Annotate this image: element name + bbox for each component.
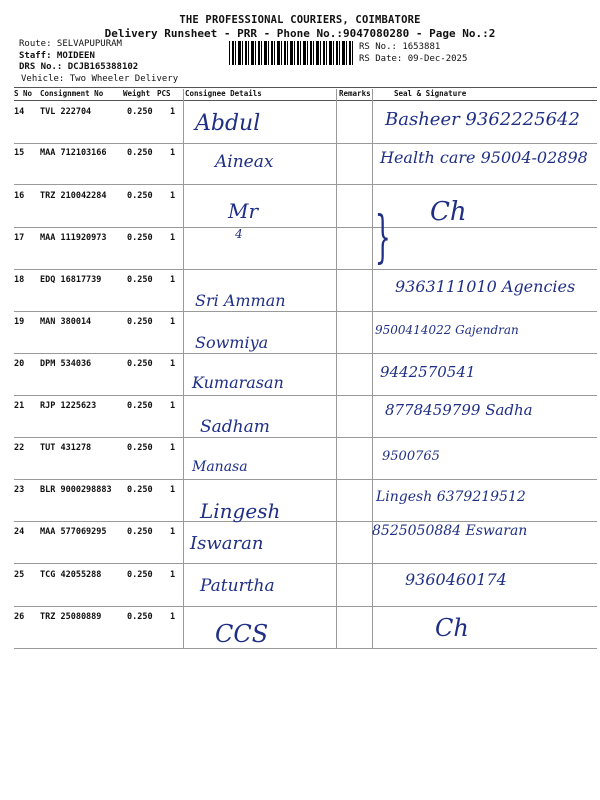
row-pcs: 1: [170, 527, 176, 537]
row-sno: 23: [14, 485, 25, 495]
row-consignment-no: RJP 1225623: [40, 401, 97, 411]
runsheet-subtitle: Delivery Runsheet - PRR - Phone No.:9047080280 - Page No.:2: [104, 27, 496, 40]
row-consignment-no: MAA 577069295: [40, 527, 107, 537]
runsheet-title: THE PROFESSIONAL COURIERS, COIMBATORE: [179, 14, 421, 26]
row-weight: 0.250: [127, 485, 153, 495]
row-pcs: 1: [170, 148, 176, 158]
row-pcs: 1: [170, 275, 176, 285]
signature-handwriting: Ch: [435, 614, 469, 642]
row-sno: 17: [14, 233, 25, 243]
table-row: [14, 353, 597, 396]
consignee-handwriting: Mr: [228, 199, 259, 223]
rs-meta: [359, 42, 467, 65]
consignee-handwriting: Sowmiya: [195, 333, 269, 352]
row-consignment-no: MAA 111920973: [40, 233, 107, 243]
table-row: [14, 437, 597, 480]
row-sno: 21: [14, 401, 25, 411]
consignee-handwriting: Paturtha: [200, 576, 275, 596]
table-row: [14, 227, 597, 270]
row-consignment-no: TCG 42055288: [40, 570, 102, 580]
row-pcs: 1: [170, 570, 176, 580]
consignee-handwriting: Sadham: [200, 417, 270, 437]
handwritten-brace: }: [374, 205, 391, 270]
signature-handwriting: 8525050884 Eswaran: [372, 523, 528, 539]
signature-handwriting: Lingesh 6379219512: [376, 489, 526, 505]
row-sno: 24: [14, 527, 25, 537]
row-pcs: 1: [170, 191, 176, 201]
runsheet-meta: [19, 39, 178, 85]
row-weight: 0.250: [127, 191, 153, 201]
row-weight: 0.250: [127, 443, 153, 453]
consignee-handwriting: 4: [235, 227, 243, 241]
row-weight: 0.250: [127, 359, 153, 369]
signature-handwriting: 8778459799 Sadha: [385, 401, 533, 419]
consignee-handwriting: Aineax: [215, 152, 274, 172]
row-sno: 26: [14, 612, 25, 622]
table-top-rule: [14, 87, 597, 88]
row-weight: 0.250: [127, 233, 153, 243]
table-row: [14, 269, 597, 312]
row-sno: 19: [14, 317, 25, 327]
row-weight: 0.250: [127, 148, 153, 158]
row-pcs: 1: [170, 107, 176, 117]
row-sno: 18: [14, 275, 25, 285]
signature-handwriting: 9500414022 Gajendran: [375, 323, 519, 337]
vehicle-label: Vehicle: Two Wheeler Delivery: [21, 73, 179, 84]
row-consignment-no: MAN 380014: [40, 317, 92, 327]
table-row: [14, 521, 597, 564]
consignee-handwriting: Lingesh: [200, 499, 281, 523]
col-pcs: PCS: [157, 89, 171, 98]
drs-number: DRS No.: DCJB165388102: [19, 62, 139, 73]
consignee-handwriting: Kumarasan: [192, 373, 284, 392]
table-row: [14, 185, 597, 228]
col-seal: Seal & Signature: [394, 89, 467, 98]
row-weight: 0.250: [127, 107, 153, 117]
consignee-handwriting: Manasa: [192, 459, 248, 475]
signature-handwriting: 9363111010 Agencies: [395, 277, 576, 296]
table-row: [14, 101, 597, 144]
consignee-handwriting: Iswaran: [190, 533, 264, 554]
rs-date: RS Date: 09-Dec-2025: [359, 53, 468, 64]
col-consignment: Consignment No: [40, 89, 104, 98]
row-sno: 15: [14, 148, 25, 158]
row-sno: 14: [14, 107, 25, 117]
row-pcs: 1: [170, 401, 176, 411]
row-pcs: 1: [170, 233, 176, 243]
row-sno: 20: [14, 359, 25, 369]
row-consignment-no: MAA 712103166: [40, 148, 107, 158]
row-weight: 0.250: [127, 317, 153, 327]
row-sno: 25: [14, 570, 25, 580]
table-row: [14, 606, 597, 649]
signature-handwriting: Ch: [430, 197, 467, 227]
row-weight: 0.250: [127, 612, 153, 622]
consignee-handwriting: Sri Amman: [195, 291, 286, 310]
rs-number: RS No.: 1653881: [359, 42, 441, 52]
row-pcs: 1: [170, 485, 176, 495]
col-consignee: Consignee Details: [185, 89, 262, 98]
table-row: [14, 564, 597, 607]
table-row: [14, 395, 597, 438]
col-remarks: Remarks: [339, 89, 371, 98]
barcode: [229, 41, 354, 65]
row-weight: 0.250: [127, 527, 153, 537]
row-consignment-no: DPM 534036: [40, 359, 92, 369]
consignee-handwriting: Abdul: [195, 111, 261, 136]
row-weight: 0.250: [127, 275, 153, 285]
route-label: Route: SELVAPUPURAM: [19, 39, 122, 49]
row-weight: 0.250: [127, 401, 153, 411]
staff-label: Staff: MOIDEEN: [19, 50, 95, 61]
consignee-handwriting: CCS: [215, 620, 269, 648]
row-pcs: 1: [170, 317, 176, 327]
row-weight: 0.250: [127, 570, 153, 580]
row-consignment-no: TUT 431278: [40, 443, 92, 453]
row-sno: 22: [14, 443, 25, 453]
row-sno: 16: [14, 191, 25, 201]
row-consignment-no: TRZ 210042284: [40, 191, 107, 201]
table-row: [14, 479, 597, 522]
row-consignment-no: EDQ 16817739: [40, 275, 102, 285]
signature-handwriting: Basheer 9362225642: [385, 109, 580, 130]
signature-handwriting: 9360460174: [405, 570, 507, 589]
row-pcs: 1: [170, 359, 176, 369]
col-weight: Weight: [123, 89, 151, 98]
row-consignment-no: TVL 222704: [40, 107, 92, 117]
signature-handwriting: 9500765: [382, 449, 440, 464]
signature-handwriting: Health care 95004-02898: [380, 148, 588, 167]
row-pcs: 1: [170, 443, 176, 453]
table-row: [14, 142, 597, 185]
col-sno: S No: [14, 89, 33, 98]
row-consignment-no: BLR 9000298883: [40, 485, 112, 495]
row-consignment-no: TRZ 25080889: [40, 612, 102, 622]
signature-handwriting: 9442570541: [380, 363, 476, 381]
table-row: [14, 311, 597, 354]
row-pcs: 1: [170, 612, 176, 622]
